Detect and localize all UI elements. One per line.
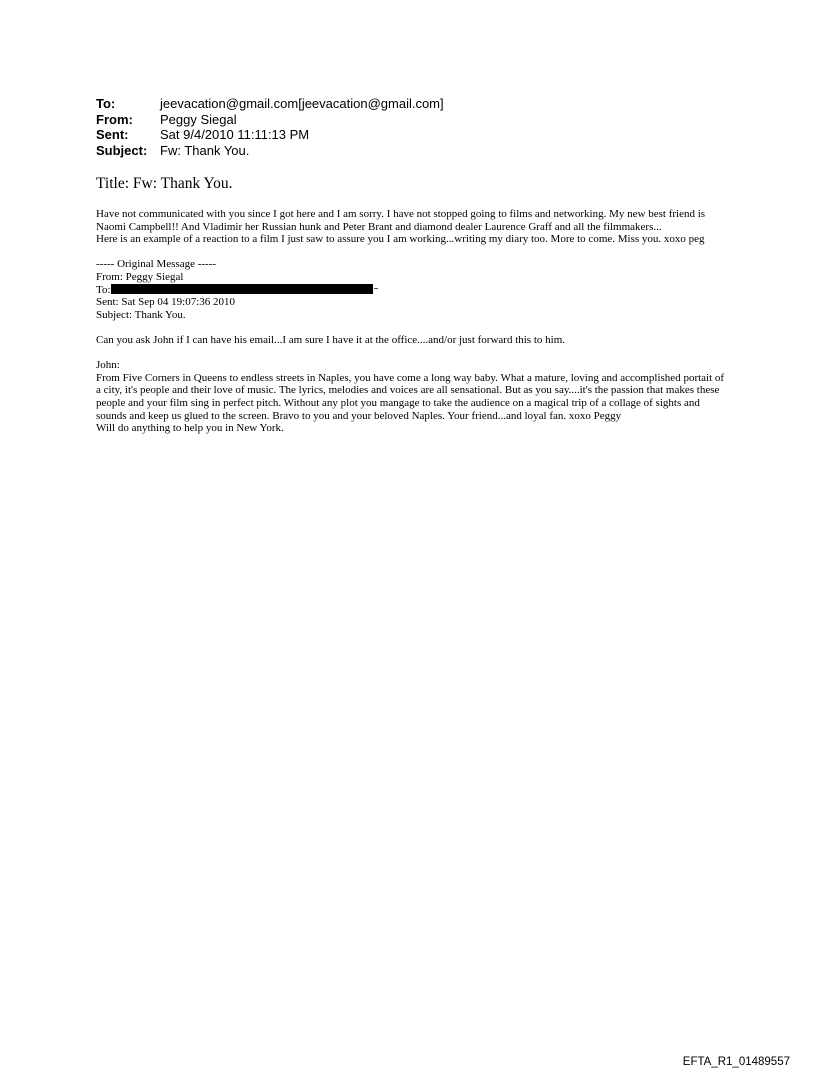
document-title: Title: Fw: Thank You. [96,175,233,192]
message-paragraph-1: Have not communicated with you since I got here and I am sorry. I have not stopped going to films and networking. My new best friend is Naomi Campbell!! And Vladimir her Russian hunk and Peter Brant and diamond dealer Laurence Graff and all the filmmakers... [96,208,706,233]
redaction-bar [111,284,373,294]
original-to-label: To: [96,283,111,296]
request-line: Can you ask John if I can have his email...I am sure I have it at the office....and/or just forward this to him. [96,333,566,346]
from-value: Peggy Siegal [160,111,237,127]
header-subject-row [96,143,444,159]
sent-value: Sat 9/4/2010 11:11:13 PM [160,127,310,142]
original-sent: Sent: Sat Sep 04 19:07:36 2010 [96,296,236,309]
spacer [96,347,726,360]
to-value: jeevacation@gmail.com[jeevacation@gmail.com] [160,96,444,111]
spacer [96,321,726,334]
letter-body: From Five Corners in Queens to endless streets in Naples, you have come a long way baby. What a mature, loving and accomplished portait of a city, it's people and their love of music. The lyrics, melodies and voices are all sensational. But as you say....it's the passion that makes these people and your film sing in perfect pitch. Without any plot you mangage to take the audience on a magical trip of a collage of sights and sounds and keep us glued to the screen. Bravo to you and your beloved Naples. Your friend...and loyal fan. xoxo Peggy [96,371,725,422]
email-body [96,208,726,435]
document-id: EFTA_R1_01489557 [682,1056,790,1068]
redaction-tail [374,288,378,289]
subject-value: Fw: Thank You. [160,142,250,158]
spacer [96,246,726,259]
to-label: To: [96,96,116,111]
original-message-divider: ----- Original Message ----- [96,258,217,271]
header-from-row [96,112,444,128]
original-from: From: Peggy Siegal [96,270,184,283]
header-to-row [96,96,444,112]
letter-closing: Will do anything to help you in New York. [96,422,284,435]
header-sent-row [96,127,444,143]
original-subject: Subject: Thank You. [96,308,186,321]
original-to-line [96,284,726,297]
message-paragraph-2: Here is an example of a reaction to a film I just saw to assure you I am working...writing my diary too. More to come. Miss you. xoxo peg [96,233,705,246]
sent-label: Sent: [96,127,129,142]
from-label: From: [96,111,133,127]
subject-label: Subject: [96,142,148,158]
letter-salutation: John: [96,359,120,372]
email-header [96,96,444,158]
